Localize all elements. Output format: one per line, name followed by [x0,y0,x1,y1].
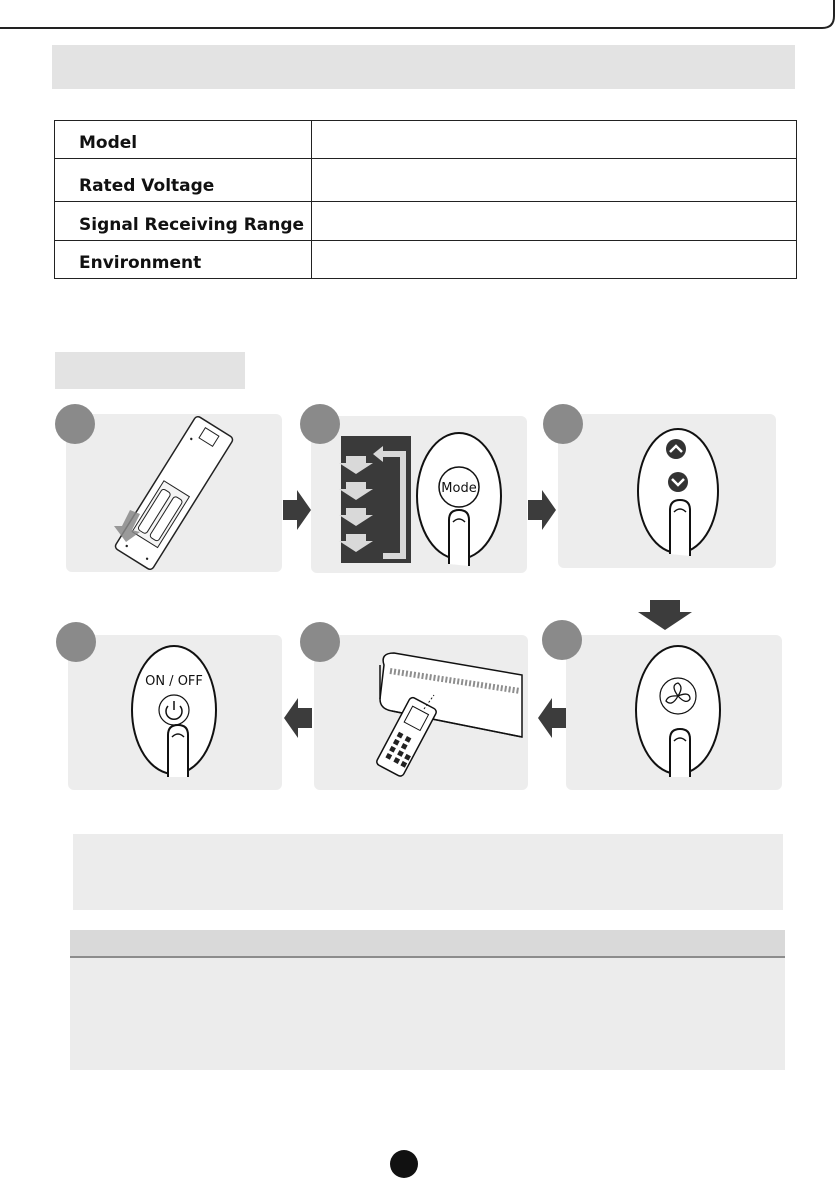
step-panel-1 [66,414,282,572]
section-header-band [52,45,795,89]
page-border-corner [0,0,839,32]
spec-value-model [312,121,797,159]
arrow-down-icon [638,600,692,630]
table-row [55,121,797,159]
arrow-right-icon [283,490,311,530]
caution-header-bar [70,930,785,958]
battery-insert-icon [66,414,282,572]
step-badge-6 [56,622,96,662]
table-row [55,159,797,202]
step-panel-5 [314,635,528,790]
spec-value-environment [312,241,797,279]
page-number-dot [390,1150,418,1178]
spec-label-signal-range: Signal Receiving Range [55,202,312,241]
step-badge-3 [543,404,583,444]
step-badge-5 [300,622,340,662]
aim-remote-icon [314,635,528,790]
mode-cycle-icon [311,416,527,573]
step-panel-2 [311,416,527,573]
subsection-header-band [55,352,245,389]
mode-button-label: Mode [441,481,477,496]
spec-label-rated-voltage: Rated Voltage [55,159,312,202]
spec-value-rated-voltage [312,159,797,202]
spec-label-model: Model [55,121,312,159]
spec-value-signal-range [312,202,797,241]
specification-table [54,120,797,279]
onoff-label: ON / OFF [145,674,203,689]
caution-body-box [70,958,785,1070]
note-box [73,834,783,910]
table-row [55,202,797,241]
step-panel-3 [558,414,776,568]
arrow-left-icon [538,698,566,738]
spec-label-environment: Environment [55,241,312,279]
arrow-right-icon [528,490,556,530]
up-down-buttons-icon [558,414,776,568]
power-button-icon [68,635,282,790]
step-panel-4 [566,635,782,790]
step-badge-2 [300,404,340,444]
fan-button-icon [566,635,782,790]
step-badge-4 [542,620,582,660]
step-panel-6 [68,635,282,790]
table-row [55,241,797,279]
arrow-left-icon [284,698,312,738]
step-badge-1 [55,404,95,444]
